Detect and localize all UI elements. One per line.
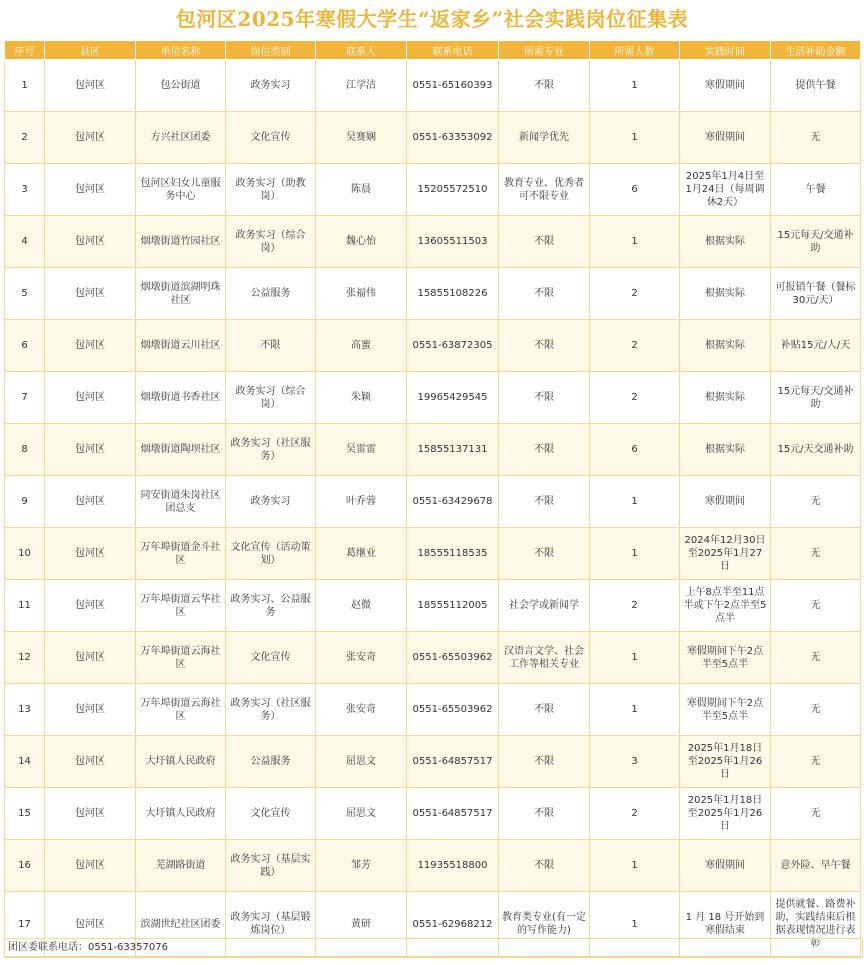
cell-district: 包河区 [45, 528, 136, 580]
cell-category: 公益服务 [226, 736, 316, 788]
cell-phone: 18555118535 [407, 528, 499, 580]
cell-unit: 烟墩街道陶坝社区 [136, 424, 226, 476]
header-time: 实践时间 [680, 41, 771, 60]
cell-unit: 烟墩街道滨湖明珠社区 [136, 268, 226, 320]
cell-contact: 黄研 [316, 892, 407, 957]
cell-time: 2025年1月18日至2025年1月26日 [680, 788, 771, 840]
cell-contact: 张安奇 [316, 684, 407, 736]
cell-contact: 陈晨 [316, 164, 407, 216]
table-row [5, 268, 861, 320]
cell-district: 包河区 [45, 164, 136, 216]
cell-major: 教育专业、优秀者可不限专业 [499, 164, 590, 216]
cell-count: 1 [590, 892, 680, 957]
cell-district: 包河区 [45, 632, 136, 684]
cell-contact: 邹芳 [316, 840, 407, 892]
cell-unit: 万年埠街道云海社区 [136, 684, 226, 736]
cell-major: 不限 [499, 60, 590, 112]
cell-contact: 高蜜 [316, 320, 407, 372]
cell-phone: 18555112005 [407, 580, 499, 632]
cell-time: 寒假期间下午2点半至5点半 [680, 632, 771, 684]
table-row [5, 216, 861, 268]
cell-time: 2024年12月30日至2025年1月27日 [680, 528, 771, 580]
cell-district: 包河区 [45, 112, 136, 164]
cell-category: 政务实习（综合岗） [226, 216, 316, 268]
header-category: 岗位类别 [226, 41, 316, 60]
cell-subsidy: 15元每天/交通补助 [771, 372, 861, 424]
cell-major: 不限 [499, 216, 590, 268]
cell-unit: 同安街道朱岗社区团总支 [136, 476, 226, 528]
cell-major: 教育类专业(有一定的写作能力) [499, 892, 590, 957]
cell-major: 不限 [499, 788, 590, 840]
cell-subsidy: 无 [771, 788, 861, 840]
cell-subsidy: 午餐 [771, 164, 861, 216]
footer-contact: 团区委联系电话：0551-63357076 [4, 938, 863, 958]
cell-major: 不限 [499, 476, 590, 528]
cell-phone: 19965429545 [407, 372, 499, 424]
cell-unit: 包河区妇女儿童服务中心 [136, 164, 226, 216]
cell-unit: 大圩镇人民政府 [136, 736, 226, 788]
cell-district: 包河区 [45, 580, 136, 632]
cell-count: 1 [590, 112, 680, 164]
cell-time: 根据实际 [680, 372, 771, 424]
cell-contact: 张安奇 [316, 632, 407, 684]
table-row [5, 580, 861, 632]
table-row [5, 372, 861, 424]
cell-count: 1 [590, 528, 680, 580]
cell-count: 1 [590, 216, 680, 268]
cell-category: 文化宣传 [226, 112, 316, 164]
header-district: 县区 [45, 41, 136, 60]
cell-phone: 0551-63872305 [407, 320, 499, 372]
table-row [5, 164, 861, 216]
cell-contact: 屈思文 [316, 788, 407, 840]
cell-subsidy: 无 [771, 112, 861, 164]
table-row [5, 840, 861, 892]
cell-district: 包河区 [45, 60, 136, 112]
cell-subsidy: 无 [771, 736, 861, 788]
cell-phone: 15855108226 [407, 268, 499, 320]
cell-category: 政务实习（社区服务） [226, 684, 316, 736]
cell-major: 汉语言文学、社会工作等相关专业 [499, 632, 590, 684]
cell-category: 不限 [226, 320, 316, 372]
cell-category: 政务实习、公益服务 [226, 580, 316, 632]
cell-major: 不限 [499, 684, 590, 736]
cell-subsidy: 无 [771, 684, 861, 736]
cell-phone: 0551-65160393 [407, 60, 499, 112]
cell-subsidy: 可报销午餐（餐标30元/天） [771, 268, 861, 320]
cell-index: 5 [5, 268, 45, 320]
cell-contact: 朱颖 [316, 372, 407, 424]
cell-index: 6 [5, 320, 45, 372]
cell-time: 根据实际 [680, 216, 771, 268]
cell-index: 12 [5, 632, 45, 684]
cell-phone: 15205572510 [407, 164, 499, 216]
cell-index: 11 [5, 580, 45, 632]
cell-phone: 0551-64857517 [407, 736, 499, 788]
cell-unit: 万年埠街道云海社区 [136, 632, 226, 684]
cell-count: 2 [590, 268, 680, 320]
cell-index: 9 [5, 476, 45, 528]
cell-count: 6 [590, 424, 680, 476]
cell-phone: 15855137131 [407, 424, 499, 476]
cell-district: 包河区 [45, 268, 136, 320]
page-title: 包河区2025年寒假大学生“返家乡”社会实践岗位征集表 [175, 7, 689, 31]
table-row [5, 632, 861, 684]
cell-contact: 魏心怡 [316, 216, 407, 268]
cell-district: 包河区 [45, 424, 136, 476]
table-row [5, 320, 861, 372]
cell-contact: 江学洁 [316, 60, 407, 112]
cell-unit: 包公街道 [136, 60, 226, 112]
cell-phone: 0551-64857517 [407, 788, 499, 840]
header-major: 所需专业 [499, 41, 590, 60]
cell-time: 1 月 18 号开始到寒假结束 [680, 892, 771, 957]
cell-district: 包河区 [45, 320, 136, 372]
cell-contact: 葛继业 [316, 528, 407, 580]
cell-index: 1 [5, 60, 45, 112]
cell-phone: 0551-65503962 [407, 632, 499, 684]
cell-major: 不限 [499, 840, 590, 892]
cell-category: 文化宣传（活动策划） [226, 528, 316, 580]
cell-unit: 烟墩街道云川社区 [136, 320, 226, 372]
cell-subsidy: 无 [771, 528, 861, 580]
cell-phone: 0551-63353092 [407, 112, 499, 164]
cell-category: 政务实习（基层锻炼岗位） [226, 892, 316, 957]
cell-major: 不限 [499, 372, 590, 424]
cell-unit: 大圩镇人民政府 [136, 788, 226, 840]
table-row [5, 684, 861, 736]
cell-subsidy: 15元每天/交通补助 [771, 216, 861, 268]
cell-count: 1 [590, 684, 680, 736]
cell-count: 6 [590, 164, 680, 216]
table-row [5, 788, 861, 840]
cell-district: 包河区 [45, 216, 136, 268]
cell-subsidy: 意外险、早午餐 [771, 840, 861, 892]
cell-subsidy: 无 [771, 580, 861, 632]
header-count: 所需人数 [590, 41, 680, 60]
cell-time: 根据实际 [680, 424, 771, 476]
table-row [5, 528, 861, 580]
cell-index: 17 [5, 892, 45, 957]
cell-count: 2 [590, 320, 680, 372]
cell-category: 文化宣传 [226, 632, 316, 684]
cell-contact: 叶乔蓉 [316, 476, 407, 528]
cell-count: 1 [590, 476, 680, 528]
cell-count: 1 [590, 840, 680, 892]
cell-index: 4 [5, 216, 45, 268]
cell-index: 13 [5, 684, 45, 736]
cell-count: 2 [590, 788, 680, 840]
cell-time: 2025年1月18日至2025年1月26日 [680, 736, 771, 788]
cell-category: 政务实习（综合岗） [226, 372, 316, 424]
cell-unit: 万年埠街道金斗社区 [136, 528, 226, 580]
cell-count: 2 [590, 372, 680, 424]
cell-phone: 0551-63429678 [407, 476, 499, 528]
cell-major: 新闻学优先 [499, 112, 590, 164]
cell-district: 包河区 [45, 372, 136, 424]
cell-category: 政务实习（助教岗） [226, 164, 316, 216]
table-row [5, 60, 861, 112]
cell-unit: 芜湖路街道 [136, 840, 226, 892]
cell-time: 寒假期间 [680, 476, 771, 528]
cell-contact: 张福伟 [316, 268, 407, 320]
cell-unit: 滨湖世纪社区团委 [136, 892, 226, 957]
header-contact: 联系人 [316, 41, 407, 60]
cell-district: 包河区 [45, 840, 136, 892]
cell-contact: 吴赛娴 [316, 112, 407, 164]
table-body [5, 60, 861, 957]
cell-index: 16 [5, 840, 45, 892]
cell-category: 文化宣传 [226, 788, 316, 840]
cell-phone: 11935518800 [407, 840, 499, 892]
table-header-row [5, 41, 861, 60]
table-row [5, 476, 861, 528]
cell-subsidy: 补贴15元/人/天 [771, 320, 861, 372]
cell-district: 包河区 [45, 892, 136, 957]
cell-major: 不限 [499, 424, 590, 476]
cell-category: 政务实习 [226, 60, 316, 112]
cell-index: 14 [5, 736, 45, 788]
cell-category: 政务实习 [226, 476, 316, 528]
cell-index: 8 [5, 424, 45, 476]
cell-unit: 万年埠街道云华社区 [136, 580, 226, 632]
cell-district: 包河区 [45, 476, 136, 528]
cell-contact: 屈思文 [316, 736, 407, 788]
cell-count: 3 [590, 736, 680, 788]
positions-table [4, 40, 861, 957]
table-row [5, 736, 861, 788]
cell-time: 上午8点半至11点半或下午2点半至5点半 [680, 580, 771, 632]
cell-index: 15 [5, 788, 45, 840]
cell-index: 2 [5, 112, 45, 164]
cell-count: 1 [590, 60, 680, 112]
cell-major: 不限 [499, 268, 590, 320]
cell-district: 包河区 [45, 684, 136, 736]
header-subsidy: 生活补助金额 [771, 41, 861, 60]
cell-index: 7 [5, 372, 45, 424]
cell-phone: 0551-62968212 [407, 892, 499, 957]
cell-contact: 吴雷雷 [316, 424, 407, 476]
cell-subsidy: 无 [771, 476, 861, 528]
table-row [5, 112, 861, 164]
cell-category: 政务实习（基层实践） [226, 840, 316, 892]
cell-index: 3 [5, 164, 45, 216]
cell-time: 根据实际 [680, 320, 771, 372]
header-index: 序号 [5, 41, 45, 60]
cell-major: 不限 [499, 736, 590, 788]
cell-district: 包河区 [45, 788, 136, 840]
header-unit: 单位名称 [136, 41, 226, 60]
cell-contact: 赵微 [316, 580, 407, 632]
cell-count: 1 [590, 632, 680, 684]
cell-time: 2025年1月4日至1月24日（每周调休2天） [680, 164, 771, 216]
cell-unit: 烟墩街道竹园社区 [136, 216, 226, 268]
cell-count: 2 [590, 580, 680, 632]
cell-phone: 13605511503 [407, 216, 499, 268]
cell-category: 公益服务 [226, 268, 316, 320]
cell-category: 政务实习（社区服务） [226, 424, 316, 476]
cell-subsidy: 15元/天交通补助 [771, 424, 861, 476]
cell-major: 社会学或新闻学 [499, 580, 590, 632]
cell-subsidy: 无 [771, 632, 861, 684]
table-row [5, 424, 861, 476]
cell-time: 寒假期间 [680, 840, 771, 892]
cell-time: 根据实际 [680, 268, 771, 320]
cell-time: 寒假期间 [680, 60, 771, 112]
cell-unit: 方兴社区团委 [136, 112, 226, 164]
cell-district: 包河区 [45, 736, 136, 788]
cell-time: 寒假期间 [680, 112, 771, 164]
header-phone: 联系电话 [407, 41, 499, 60]
cell-subsidy: 提供午餐 [771, 60, 861, 112]
cell-major: 不限 [499, 528, 590, 580]
cell-subsidy: 提供就餐、路费补助，实践结束后根据表现情况进行表彰 [771, 892, 861, 957]
cell-phone: 0551-65503962 [407, 684, 499, 736]
cell-time: 寒假期间下午2点半至5点半 [680, 684, 771, 736]
cell-unit: 烟墩街道书香社区 [136, 372, 226, 424]
cell-major: 不限 [499, 320, 590, 372]
cell-index: 10 [5, 528, 45, 580]
